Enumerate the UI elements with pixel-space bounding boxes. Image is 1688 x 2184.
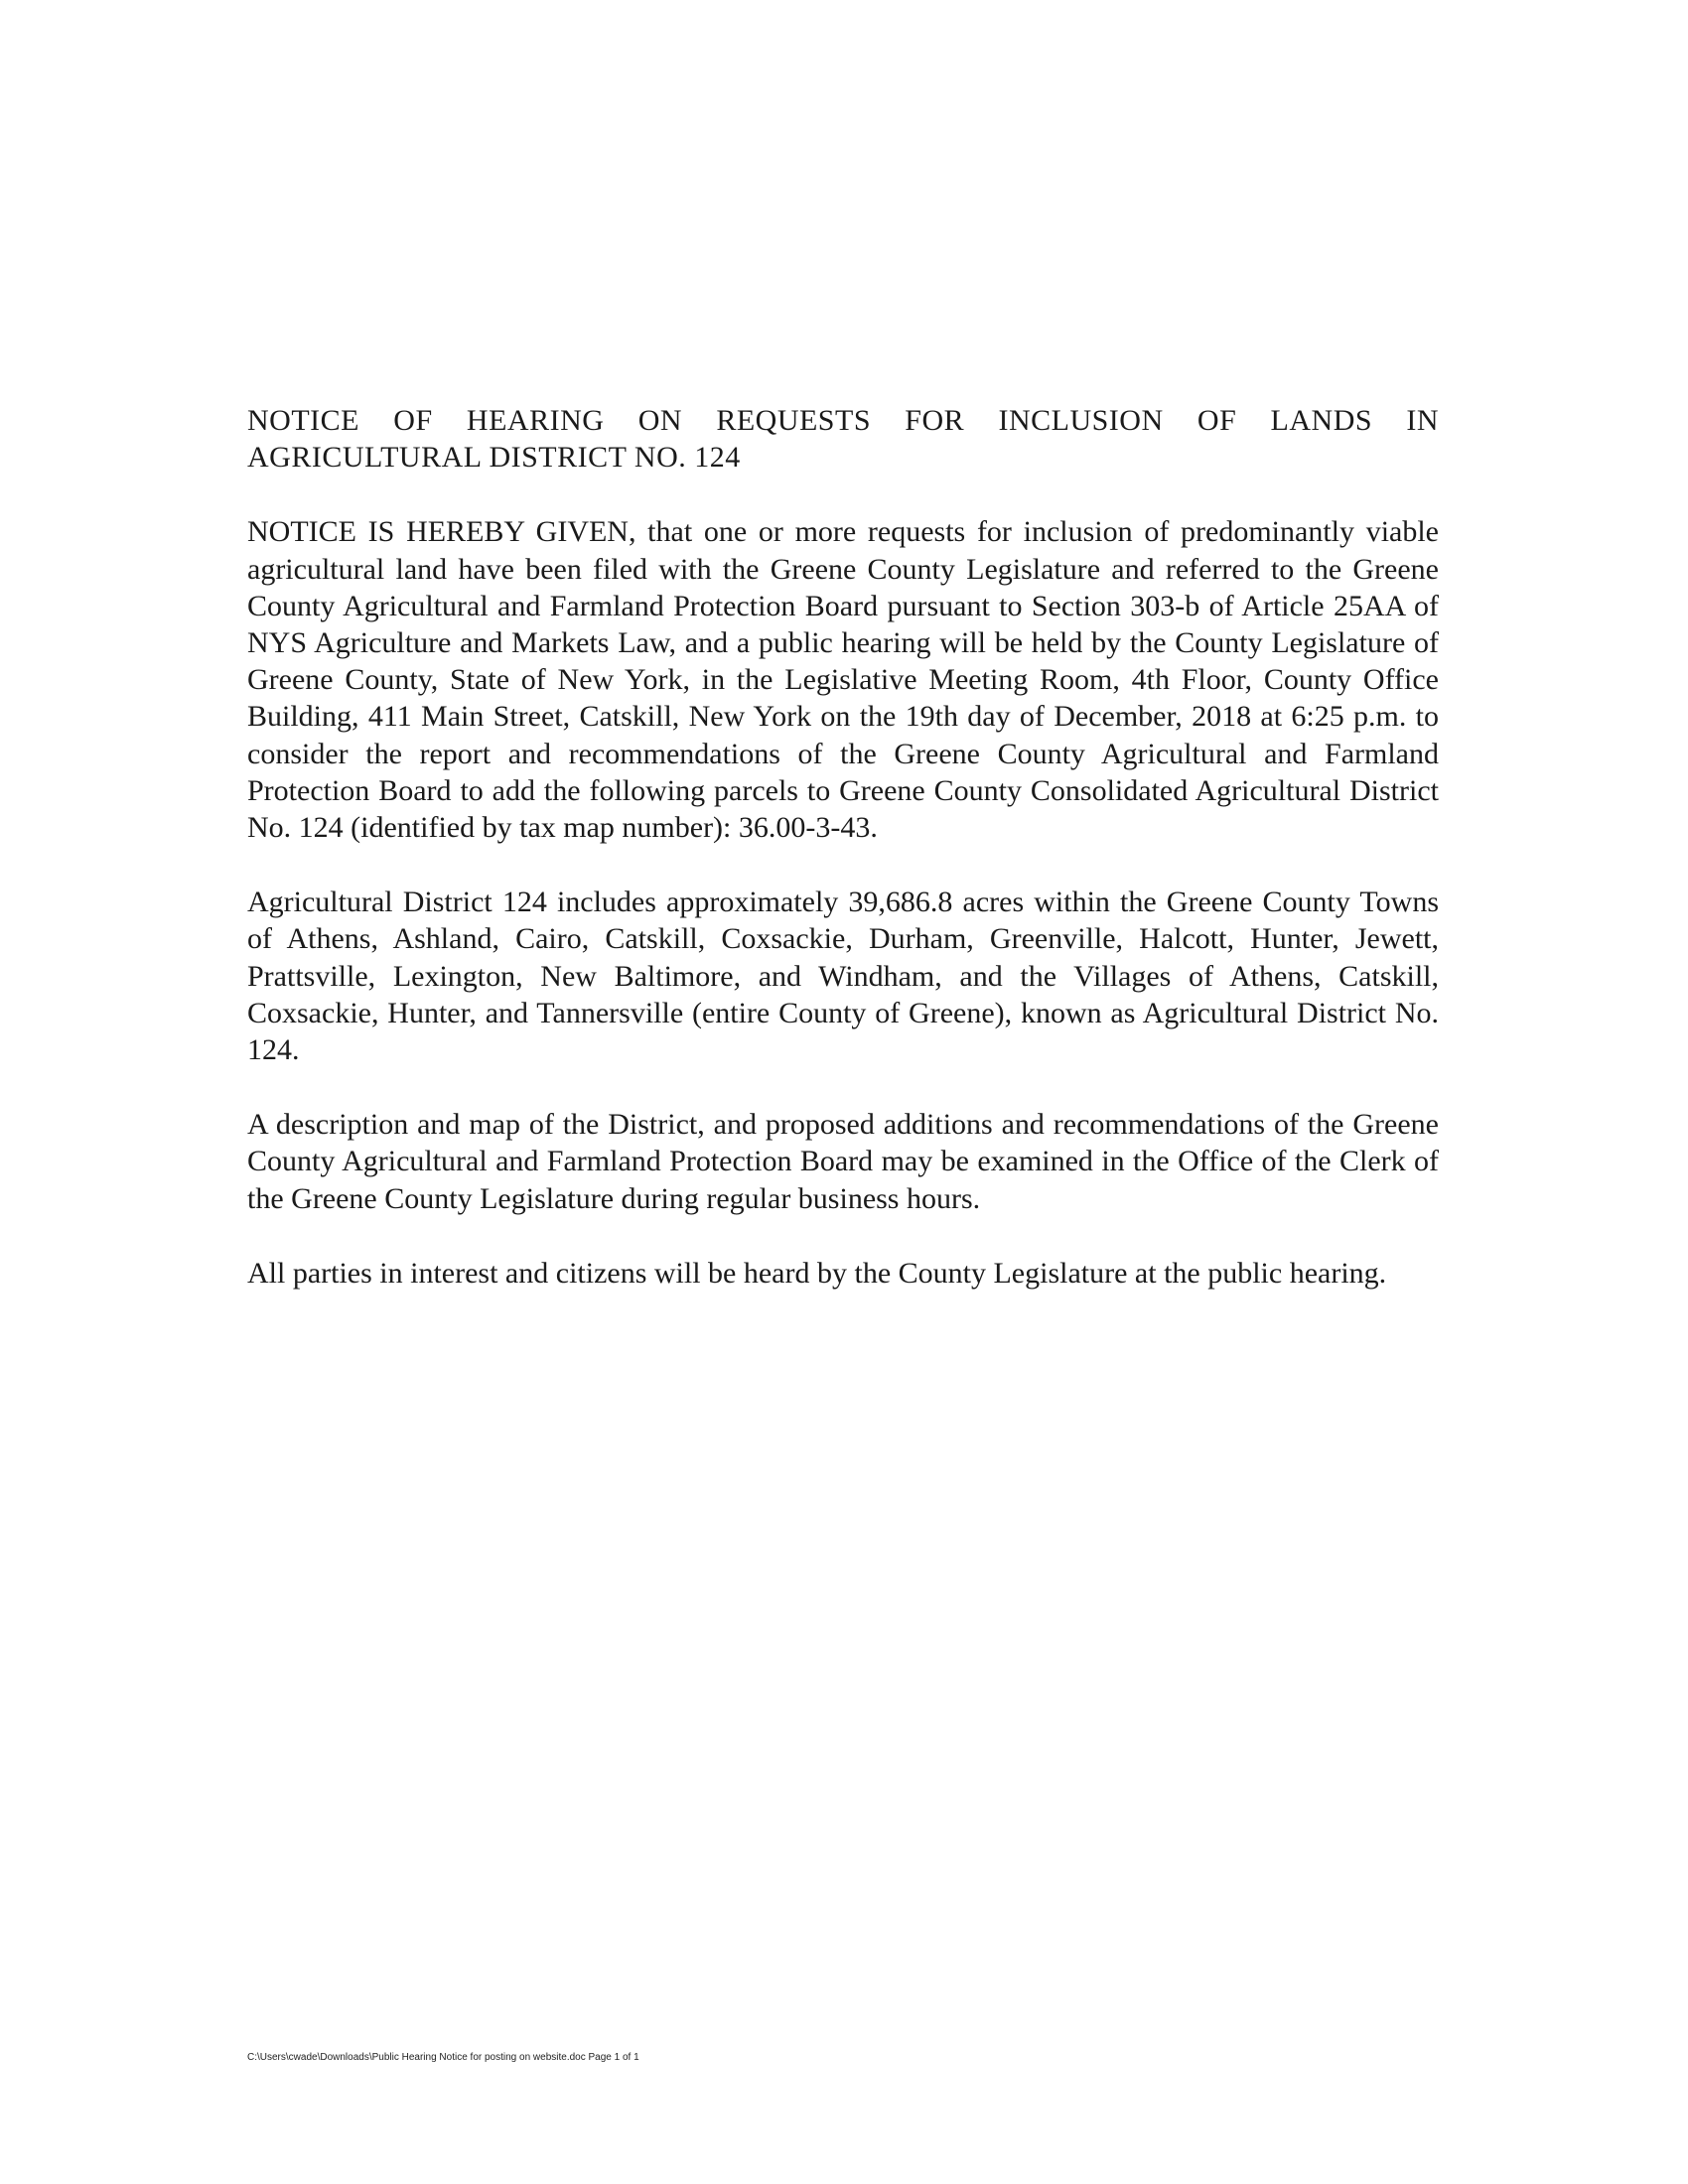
- notice-paragraph-hearing: NOTICE IS HEREBY GIVEN, that one or more requests for inclusion of predominantly viable agricultural land have been filed with the Greene County Legislature and referred to the Greene County Agricultural and Farmland Protection Board pursuant to Section 303-b of Article 25AA of NYS Agriculture and Markets Law, and a public hearing will be held by the County Legislature of Greene County, State of New York, in the Legislative Meeting Room, 4th Floor, County Office Building, 411 Main Street, Catskill, New York on the 19th day of December, 2018 at 6:25 p.m. to consider the report and recommendations of the Greene County Agricultural and Farmland Protection Board to add the following parcels to Greene County Consolidated Agricultural District No. 124 (identified by tax map number): 36.00-3-43.: [247, 515, 1439, 845]
- document-body: [247, 402, 1439, 1329]
- notice-heading: [247, 402, 1439, 476]
- notice-paragraph-parties: All parties in interest and citizens will be heard by the County Legislature at the public hearing.: [247, 1256, 1387, 1290]
- notice-paragraph-district: Agricultural District 124 includes approximately 39,686.8 acres within the Greene County Towns of Athens, Ashland, Cairo, Catskill, Coxsackie, Durham, Greenville, Halcott, Hunter, Jewett, Prattsville, Lexington, New Baltimore, and Windham, and the Villages of Athens, Catskill, Coxsackie, Hunter, and Tannersville (entire County of Greene), known as Agricultural District No. 124.: [247, 886, 1439, 1067]
- notice-heading-line-1: NOTICE OF HEARING ON REQUESTS FOR INCLUSION OF LANDS IN: [247, 404, 1439, 437]
- notice-paragraph-examination: A description and map of the District, and proposed additions and recommendations of the Greene County Agricultural and Farmland Protection Board may be examined in the Office of the Clerk of the Greene County Legislature during regular business hours.: [247, 1108, 1439, 1215]
- notice-heading-line-2: AGRICULTURAL DISTRICT NO. 124: [247, 441, 741, 475]
- footer-file-path: C:\Users\cwade\Downloads\Public Hearing Notice for posting on website.doc Page 1 of 1: [247, 2052, 639, 2063]
